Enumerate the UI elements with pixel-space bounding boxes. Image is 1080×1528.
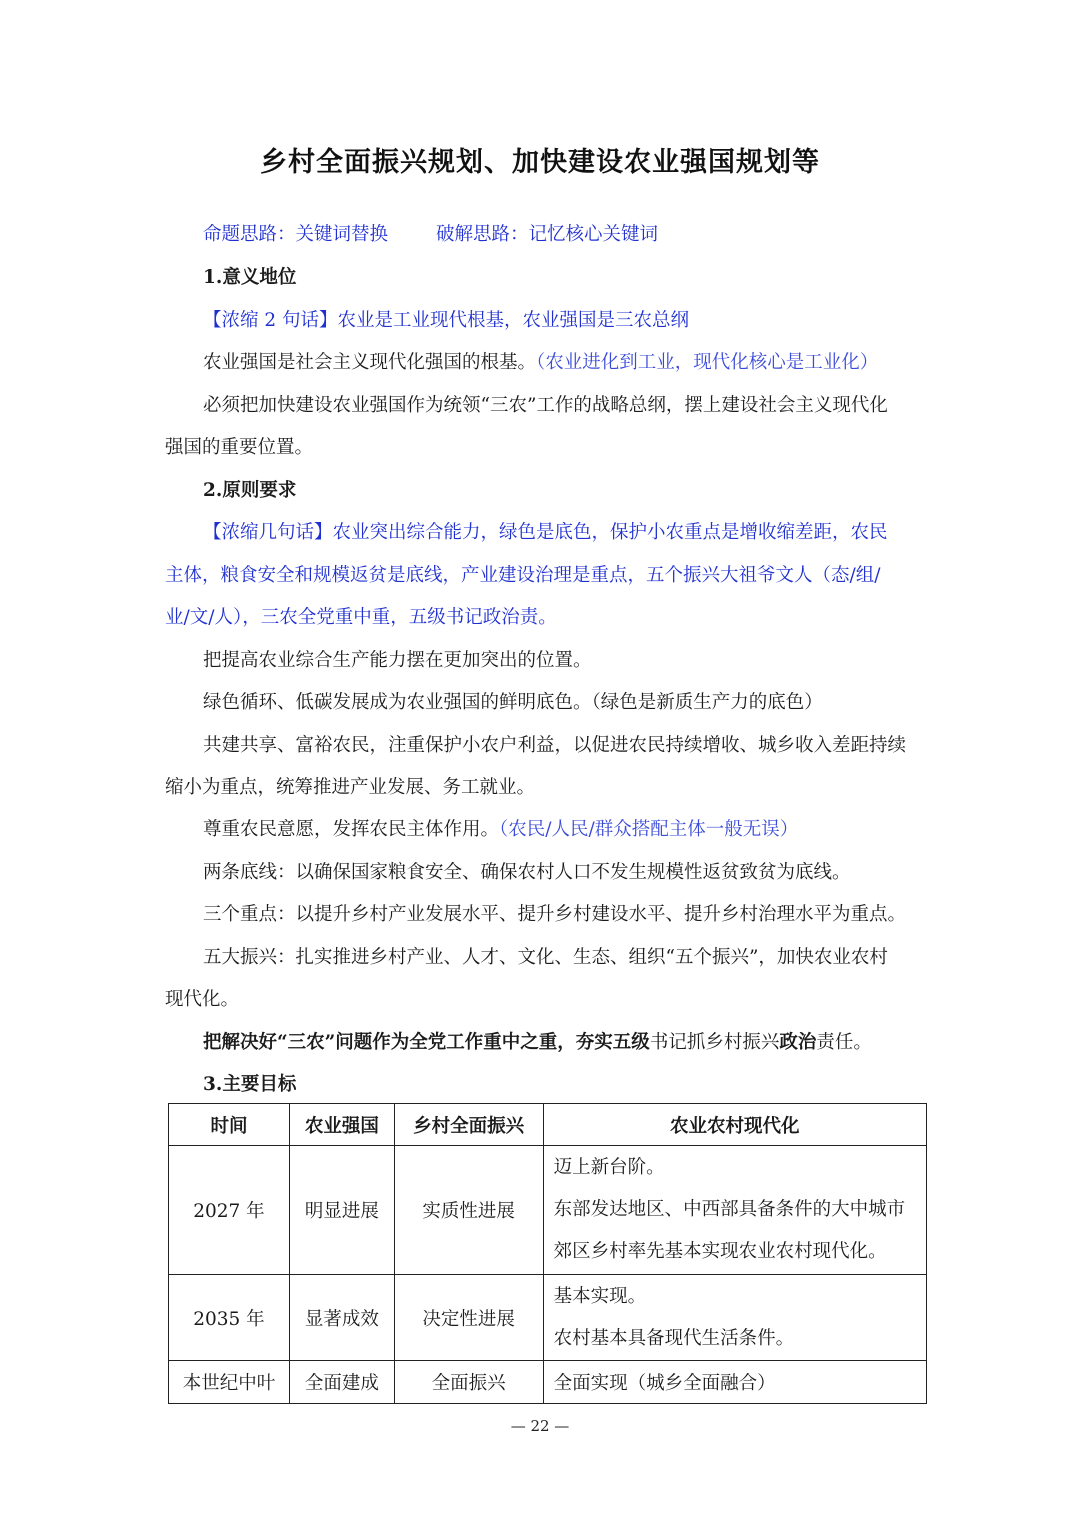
goals-table xyxy=(168,1103,927,1404)
para-note: （农民/人民/群众搭配主体一般无误） xyxy=(499,819,799,840)
section-2-heading: 2.原则要求 xyxy=(203,480,297,501)
table-cell-ag: 显著成效 xyxy=(289,1275,394,1361)
section-2-para-1: 把提高农业综合生产能力摆在更加突出的位置。 xyxy=(203,650,592,671)
table-header-row xyxy=(169,1104,927,1146)
table-cell-ag: 明显进展 xyxy=(289,1146,394,1275)
section-2-para-5: 两条底线：以确保国家粮食安全、确保农村人口不发生规模性返贫致贫为底线。 xyxy=(203,862,851,883)
section-2-summary-line-3: 业/文/人），三农全党重中重，五级书记政治责。 xyxy=(165,607,557,628)
section-1-heading: 1.意义地位 xyxy=(203,267,297,288)
cell-line: 全面实现（城乡全面融合） xyxy=(553,1373,776,1394)
para-8-b: 夯实五级 xyxy=(575,1032,650,1053)
subhead-right: 破解思路：记忆核心关键词 xyxy=(436,224,659,245)
para-8-c: 书记抓乡村振兴 xyxy=(649,1032,780,1053)
subhead xyxy=(203,220,920,246)
table-cell-time: 2035 年 xyxy=(169,1275,290,1361)
page-title: 乡村全面振兴规划、加快建设农业强国规划等 xyxy=(260,147,820,178)
section-2-summary-line-1: 【浓缩几句话】农业突出综合能力，绿色是底色，保护小农重点是增收缩差距，农民 xyxy=(203,522,888,543)
para-note: （农业进化到工业，现代化核心是工业化） xyxy=(536,352,879,373)
page-number: — 22 — xyxy=(510,1417,570,1435)
table-cell-time: 2027 年 xyxy=(169,1146,290,1275)
table-header-cell: 农业强国 xyxy=(289,1104,394,1146)
cell-line: 郊区乡村率先基本实现农业农村现代化。 xyxy=(553,1241,887,1262)
section-2-para-4 xyxy=(203,815,920,841)
table-header-cell: 乡村全面振兴 xyxy=(394,1104,543,1146)
table-cell-rural: 决定性进展 xyxy=(394,1275,543,1361)
section-2-para-6: 三个重点：以提升乡村产业发展水平、提升乡村建设水平、提升乡村治理水平为重点。 xyxy=(203,904,907,925)
table-row xyxy=(169,1361,927,1404)
table-cell-rural: 全面振兴 xyxy=(394,1361,543,1404)
table-header-cell: 时间 xyxy=(169,1104,290,1146)
cell-line: 迈上新台阶。 xyxy=(553,1157,665,1178)
table-cell-modern xyxy=(543,1275,926,1361)
table-header-cell: 农业农村现代化 xyxy=(543,1104,926,1146)
table-row xyxy=(169,1146,927,1275)
table-cell-ag: 全面建成 xyxy=(289,1361,394,1404)
para-8-d: 政治 xyxy=(779,1032,817,1053)
para-text: 农业强国是社会主义现代化强国的根基。 xyxy=(203,352,537,373)
para-8-a: 把解决好“三农”问题作为全党工作重中之重， xyxy=(203,1032,576,1053)
section-1-summary: 【浓缩 2 句话】农业是工业现代根基，农业强国是三农总纲 xyxy=(203,310,690,331)
section-2-para-3-line-2: 缩小为重点，统筹推进产业发展、务工就业。 xyxy=(165,777,536,798)
section-1-para-2-line-2: 强国的重要位置。 xyxy=(165,437,314,458)
table-cell-time: 本世纪中叶 xyxy=(169,1361,290,1404)
section-2-para-7-line-1: 五大振兴：扎实推进乡村产业、人才、文化、生态、组织“五个振兴”，加快农业农村 xyxy=(203,947,888,968)
table-cell-rural: 实质性进展 xyxy=(394,1146,543,1275)
table-cell-modern xyxy=(543,1146,926,1275)
para-text: 尊重农民意愿，发挥农民主体作用。 xyxy=(203,819,500,840)
cell-line: 东部发达地区、中西部具备条件的大中城市 xyxy=(553,1199,906,1220)
section-2-para-8 xyxy=(203,1028,920,1054)
section-2-para-7-line-2: 现代化。 xyxy=(165,989,240,1010)
para-8-e: 责任。 xyxy=(816,1032,872,1053)
section-2-para-3-line-1: 共建共享、富裕农民，注重保护小农户利益，以促进农民持续增收、城乡收入差距持续 xyxy=(203,735,907,756)
table-row xyxy=(169,1275,927,1361)
section-1-para-1 xyxy=(203,348,920,374)
cell-line: 基本实现。 xyxy=(553,1285,647,1307)
cell-line: 农村基本具备现代生活条件。 xyxy=(553,1327,795,1349)
subhead-left: 命题思路：关键词替换 xyxy=(203,224,389,245)
table-cell-modern xyxy=(543,1361,926,1404)
section-2-summary-line-2: 主体，粮食安全和规模返贫是底线，产业建设治理是重点，五个振兴大祖爷文人（态/组/ xyxy=(165,565,881,586)
section-1-para-2-line-1: 必须把加快建设农业强国作为统领“三农”工作的战略总纲，摆上建设社会主义现代化 xyxy=(203,395,888,416)
section-2-para-2: 绿色循环、低碳发展成为农业强国的鲜明底色。（绿色是新质生产力的底色） xyxy=(203,692,823,713)
section-3-heading: 3.主要目标 xyxy=(203,1074,297,1095)
